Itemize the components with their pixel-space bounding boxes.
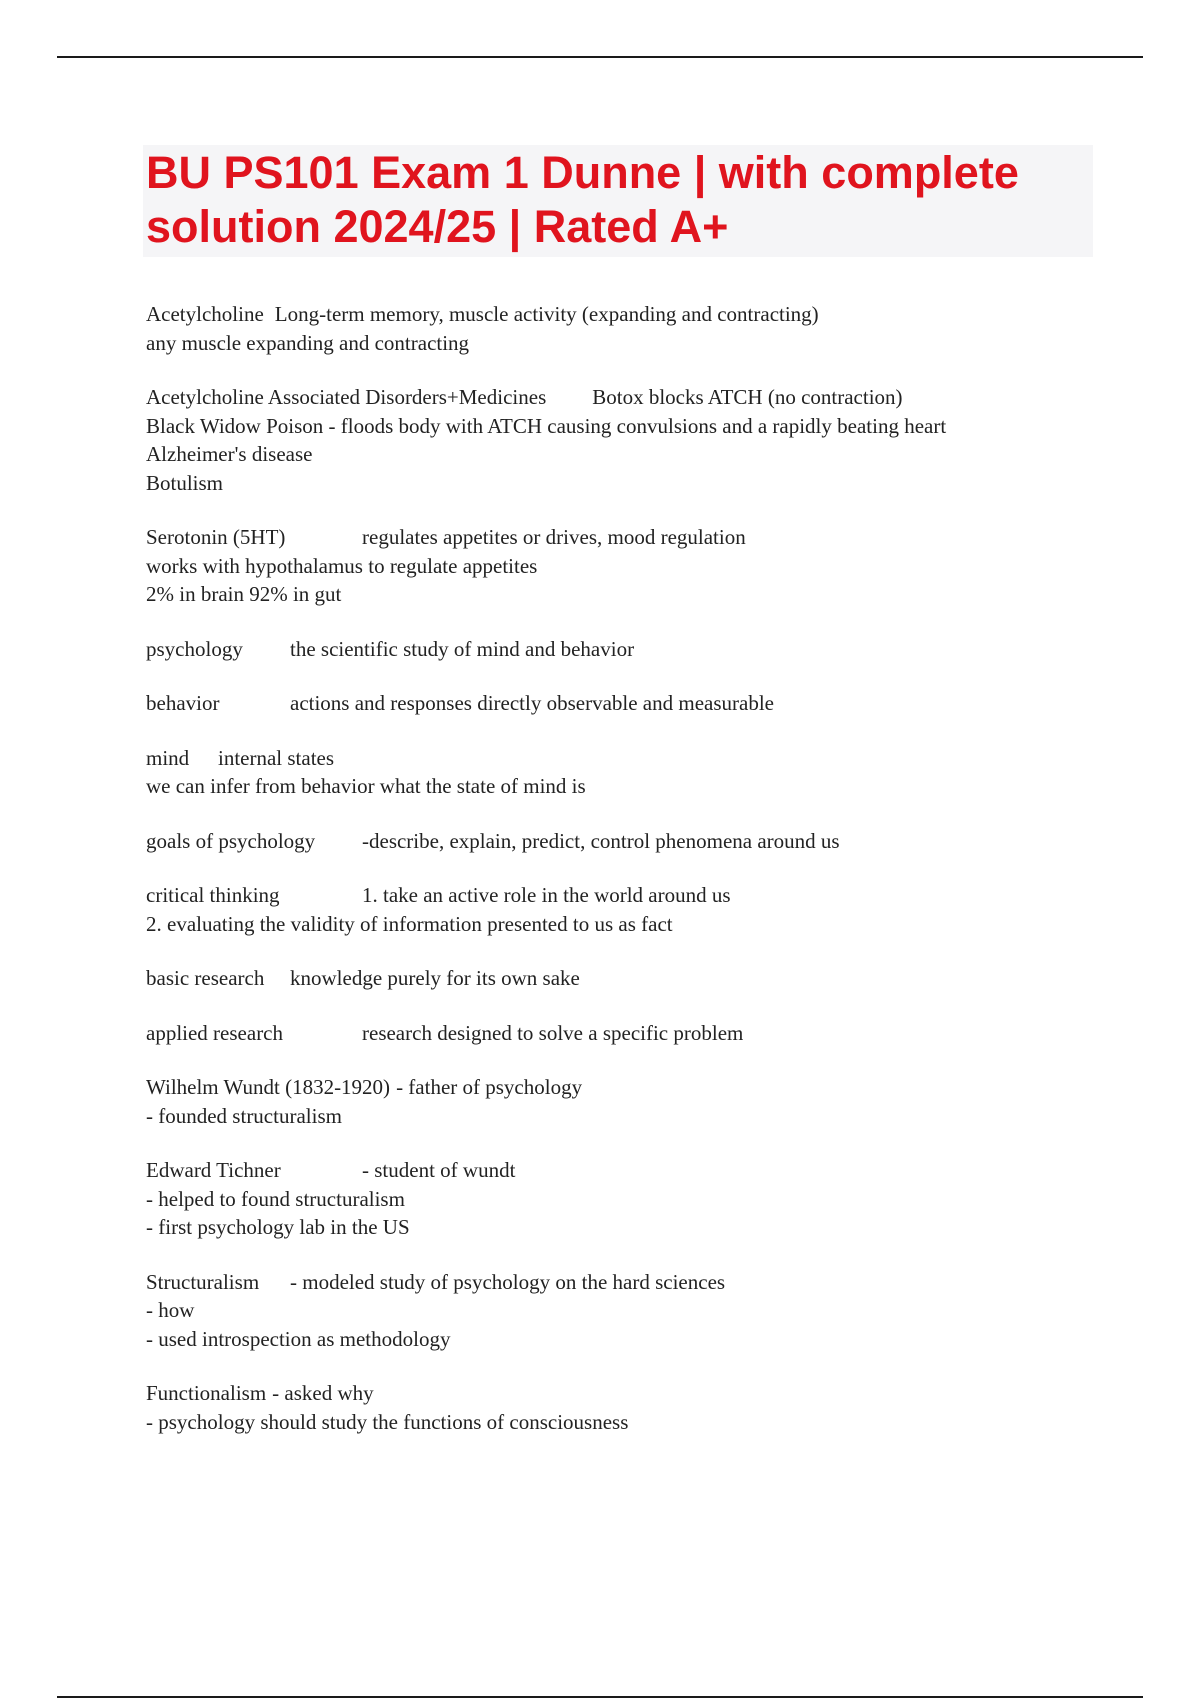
entry-first-line xyxy=(146,1019,1146,1048)
entry-definition: - student of wundt xyxy=(362,1158,516,1182)
flashcard-entry xyxy=(146,827,1146,856)
entry-definition: internal states xyxy=(218,745,335,770)
entry-extra-line: Botulism xyxy=(146,470,224,495)
entry-first-line xyxy=(146,1268,1146,1297)
entry-first-line xyxy=(146,964,1146,993)
flashcard-entry xyxy=(146,964,1146,993)
entry-extra-line: 2% in brain 92% in gut xyxy=(146,582,342,606)
flashcard-entry xyxy=(146,635,1146,664)
entry-extra-line: Black Widow Poison - floods body with ATCH causing convulsions and a rapidly beating heart xyxy=(146,413,947,438)
entry-definition: Botox blocks ATCH (no contraction) xyxy=(592,385,903,409)
entry-term: psychology xyxy=(146,636,243,661)
entry-extra-line: we can infer from behavior what the state of mind is xyxy=(146,774,586,798)
flashcard-list xyxy=(146,300,1146,1462)
entry-first-line xyxy=(146,383,1146,412)
entry-term: goals of psychology xyxy=(146,828,316,853)
entry-term: Functionalism xyxy=(146,1381,267,1405)
entry-term: Wilhelm Wundt (1832-1920) xyxy=(146,1075,391,1099)
flashcard-entry xyxy=(146,1268,1146,1354)
entry-definition: regulates appetites or drives, mood regulation xyxy=(362,525,746,549)
flashcard-entry xyxy=(146,881,1146,938)
flashcard-entry xyxy=(146,689,1146,718)
entry-term: mind xyxy=(146,745,190,770)
top-rule xyxy=(57,56,1143,58)
entry-definition: knowledge purely for its own sake xyxy=(290,966,580,990)
entry-extra-line: - psychology should study the functions of consciousness xyxy=(146,1409,629,1434)
entry-definition: -describe, explain, predict, control phenomena around us xyxy=(362,828,840,853)
flashcard-entry xyxy=(146,523,1146,609)
entry-term: Acetylcholine xyxy=(146,302,264,326)
entry-extra-line: - used introspection as methodology xyxy=(146,1326,451,1351)
entry-first-line xyxy=(146,827,1146,856)
entry-extra-line: any muscle expanding and contracting xyxy=(146,330,470,355)
flashcard-entry xyxy=(146,383,1146,497)
entry-extra-line: 2. evaluating the validity of information presented to us as fact xyxy=(146,911,673,936)
entry-term: applied research xyxy=(146,1020,284,1045)
entry-extra-line: - how xyxy=(146,1298,195,1322)
entry-first-line xyxy=(146,1073,1146,1102)
entry-definition: - modeled study of psychology on the hard sciences xyxy=(290,1269,726,1294)
entry-extra-line: - founded structuralism xyxy=(146,1103,342,1128)
entry-first-line xyxy=(146,1156,1146,1185)
entry-first-line xyxy=(146,881,1146,910)
document-title: BU PS101 Exam 1 Dunne | with complete solution 2024/25 | Rated A+ xyxy=(146,147,1019,252)
flashcard-entry xyxy=(146,1019,1146,1048)
flashcard-entry xyxy=(146,1156,1146,1242)
entry-first-line xyxy=(146,744,1146,773)
entry-definition: 1. take an active role in the world around us xyxy=(362,883,731,907)
entry-definition: Long-term memory, muscle activity (expanding and contracting) xyxy=(274,302,819,326)
entry-definition: - father of psychology xyxy=(396,1075,583,1099)
entry-definition: the scientific study of mind and behavior xyxy=(290,636,635,661)
entry-term: Structuralism xyxy=(146,1269,260,1294)
flashcard-entry xyxy=(146,1073,1146,1130)
entry-extra-line: Alzheimer's disease xyxy=(146,442,313,466)
entry-term: basic research xyxy=(146,966,265,990)
entry-first-line xyxy=(146,300,1146,329)
entry-first-line xyxy=(146,523,1146,552)
entry-definition: research designed to solve a specific problem xyxy=(362,1020,744,1045)
entry-first-line xyxy=(146,1379,1146,1408)
entry-term: behavior xyxy=(146,691,220,715)
flashcard-entry xyxy=(146,744,1146,801)
entry-definition: actions and responses directly observable and measurable xyxy=(290,691,774,715)
entry-term: Acetylcholine Associated Disorders+Medicines xyxy=(146,385,547,409)
entry-term: Serotonin (5HT) xyxy=(146,525,286,549)
bottom-rule xyxy=(57,1696,1143,1698)
flashcard-entry xyxy=(146,300,1146,357)
entry-term: critical thinking xyxy=(146,883,280,907)
entry-first-line xyxy=(146,635,1146,664)
entry-extra-line: - first psychology lab in the US xyxy=(146,1215,410,1239)
entry-first-line xyxy=(146,689,1146,718)
entry-extra-line: works with hypothalamus to regulate appetites xyxy=(146,553,538,578)
entry-definition: - asked why xyxy=(272,1381,374,1405)
entry-term: Edward Tichner xyxy=(146,1158,281,1182)
flashcard-entry xyxy=(146,1379,1146,1436)
entry-extra-line: - helped to found structuralism xyxy=(146,1186,405,1211)
